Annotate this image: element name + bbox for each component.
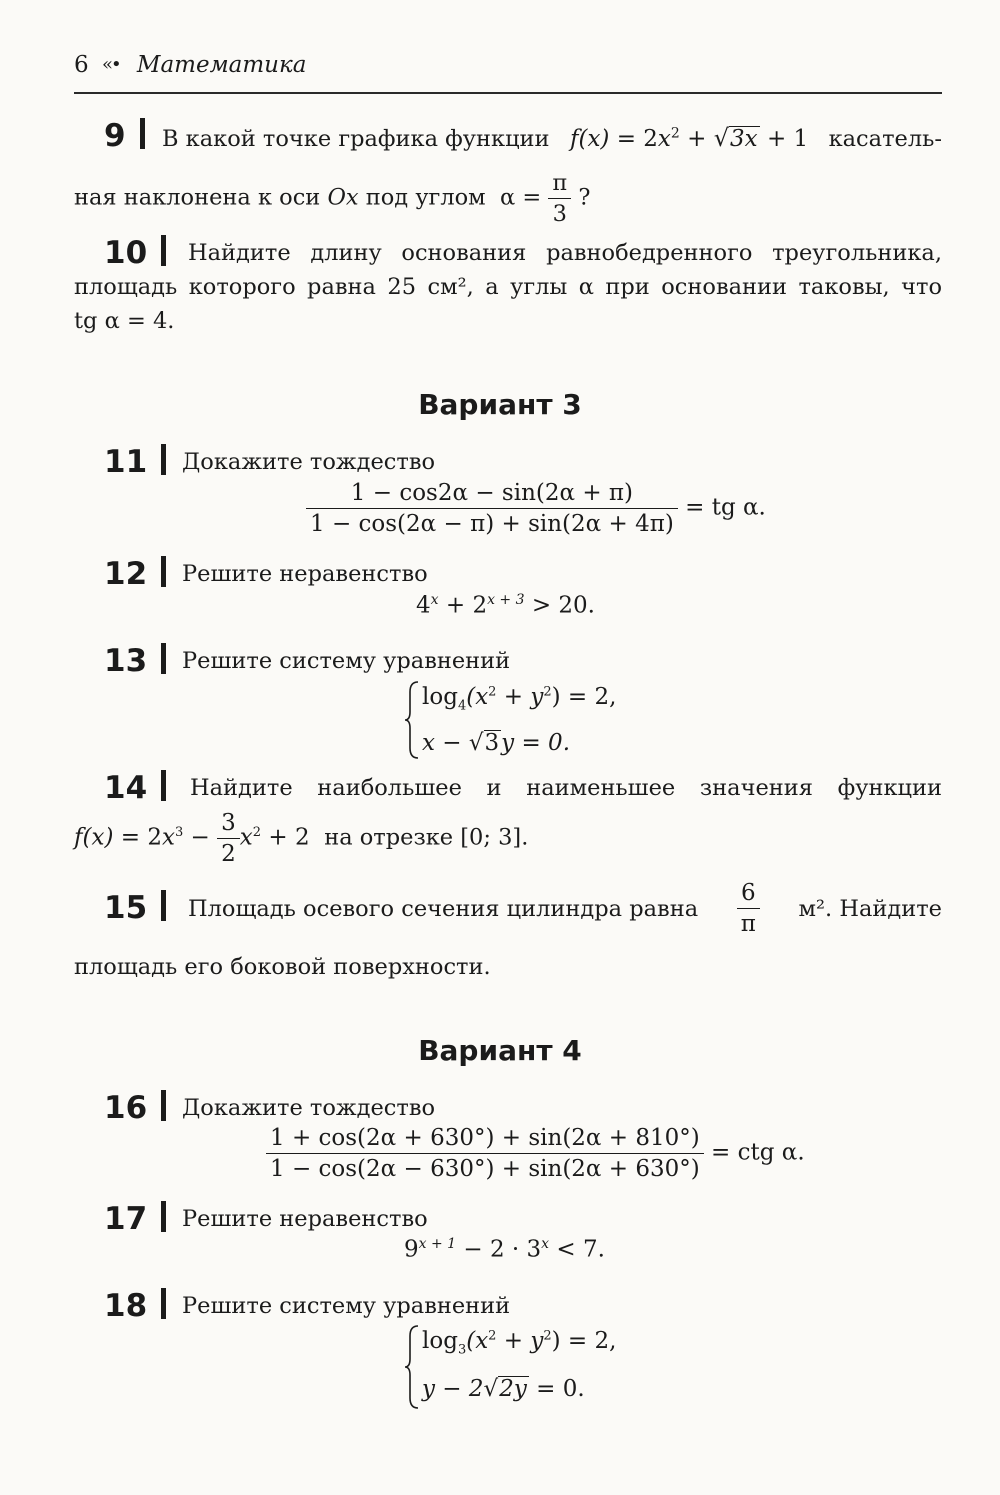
- problem-bar: [161, 556, 166, 587]
- problem-14-number: 14: [104, 770, 166, 806]
- subject-title: Математика: [136, 52, 307, 78]
- problem-13-text: Решите систему уравнений: [182, 648, 511, 674]
- problem-17-number: 17: [104, 1201, 166, 1237]
- problem-9-function: $f(x) = 2x^2 + √3x + 1$: [569, 124, 809, 152]
- problem-15-fraction: $\frac{6}{\pi}$: [737, 880, 760, 937]
- problem-18-eq2: y − 2√2y = 0.: [422, 1376, 585, 1402]
- problem-bar: [161, 1288, 166, 1319]
- page-header: [74, 52, 306, 78]
- problem-15-number: 15: [104, 890, 166, 926]
- problem-10-line2: площадь которого равна 25 см², а углы α при основании таковы, что: [74, 274, 942, 300]
- problem-18-number: 18: [104, 1288, 166, 1324]
- problem-16-number: 16: [104, 1090, 166, 1126]
- problem-14-line1: Найдите наибольшее и наименьшее значения функции: [190, 775, 942, 801]
- problem-bar: [161, 890, 166, 921]
- problem-12-text: Решите неравенство: [182, 561, 428, 587]
- problem-17-text: Решите неравенство: [182, 1206, 428, 1232]
- header-divider: [74, 92, 942, 94]
- problem-18-text: Решите систему уравнений: [182, 1293, 511, 1319]
- problem-9-line1: В какой точке графика функции $f(x) = 2x^2 + √3x + 1$ касатель-: [162, 124, 942, 152]
- problem-11-rhs: = tg α.: [685, 494, 766, 521]
- problem-bar: [161, 444, 166, 475]
- problem-15-line2: площадь его боковой поверхности.: [74, 954, 491, 980]
- problem-13-eq2: x − √3y = 0.: [422, 730, 571, 756]
- problem-bar: [140, 118, 145, 149]
- problem-bar: [161, 770, 166, 801]
- variant-3-heading: Вариант 3: [418, 388, 582, 421]
- problem-bar: [161, 643, 166, 674]
- problem-16-text: Докажите тождество: [182, 1095, 436, 1121]
- problem-10-number: 10: [104, 235, 166, 271]
- problem-11-numerator: 1 − cos2α − sin(2α + π): [306, 480, 678, 509]
- problem-11-denominator: 1 − cos(2α − π) + sin(2α + 4π): [310, 511, 674, 537]
- problem-9-number: 9: [104, 118, 145, 154]
- problem-17-inequality: $9^{x + 1} - 2 \cdot 3^x < 7$.: [404, 1236, 605, 1263]
- problem-11-text: Докажите тождество: [182, 449, 436, 475]
- problem-14-function: $f(x) = 2x^3$ − $\frac{3}{2}$ $x^2 + 2$ на отрезке [0; 3].: [74, 810, 529, 867]
- problem-11-identity: [306, 480, 766, 537]
- problem-11-number: 11: [104, 444, 166, 480]
- problem-10-line3: tg α = 4.: [74, 308, 175, 334]
- problem-18-system: [404, 1324, 634, 1410]
- problem-16-identity: [266, 1125, 805, 1182]
- variant-4-heading: Вариант 4: [418, 1034, 582, 1067]
- problem-16-numerator: 1 + cos(2α + 630°) + sin(2α + 810°): [266, 1125, 704, 1154]
- problem-13-system: [404, 680, 624, 760]
- problem-16-denominator: 1 − cos(2α − 630°) + sin(2α + 630°): [270, 1156, 700, 1182]
- problem-bar: [161, 1090, 166, 1121]
- problem-9-line2: ная наклонена к оси Ox под углом α = $\frac{\pi}{3}$ ?: [74, 170, 591, 227]
- problem-15-line1: Площадь осевого сечения цилиндра равна $\frac{6}{\pi}$ м². Найдите: [188, 880, 942, 937]
- problem-9-fraction: $\frac{\pi}{3}$: [548, 170, 571, 227]
- problem-10-line1: Найдите длину основания равнобедренного треугольника,: [188, 240, 942, 266]
- brace-icon: [404, 680, 420, 760]
- problem-12-number: 12: [104, 556, 166, 592]
- problem-16-rhs: = ctg α.: [711, 1139, 805, 1166]
- problem-13-eq1: $\log_4(x^2 + y^2) = 2$,: [422, 684, 617, 714]
- problem-bar: [161, 235, 166, 266]
- problem-12-inequality: $4^x + 2^{x + 3} > 20$.: [416, 592, 595, 619]
- problem-18-eq1: $\log_3(x^2 + y^2) = 2$,: [422, 1328, 617, 1358]
- problem-13-number: 13: [104, 643, 166, 679]
- brace-icon: [404, 1324, 420, 1410]
- chevron-icon: «•: [101, 54, 120, 75]
- problem-bar: [161, 1201, 166, 1232]
- page-number: 6: [74, 52, 89, 78]
